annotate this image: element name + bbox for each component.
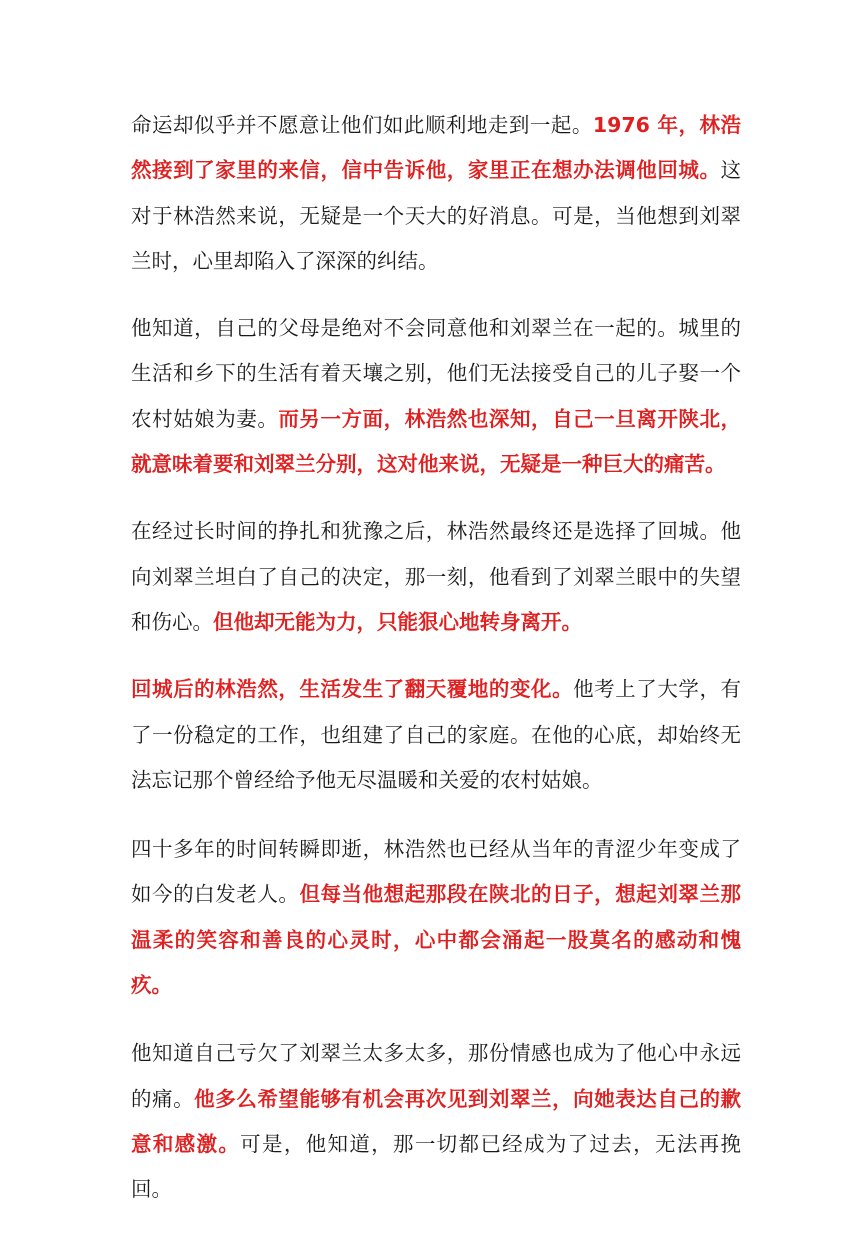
paragraph-6-highlight: 他多么希望能够有机会再次见到刘翠兰，向她表达自己的歉意和感激。 <box>131 1086 742 1156</box>
paragraph-2-highlight: 而另一方面，林浩然也深知，自己一旦离开陕北，就意味着要和刘翠兰分别，这对他来说，无疑是一种巨大的痛苦。 <box>131 406 741 477</box>
paragraph-4-text: 他考上了大学，有了一份稳定的工作，也组建了自己的家庭。在他的心底，却始终无法忘记那个曾经给予他无尽温暖和关爱的农村姑娘。 <box>131 677 741 792</box>
paragraph-5-text: 四十多年的时间转瞬即逝，林浩然也已经从当年的青涩少年变成了如今的白发老人。 <box>131 837 741 907</box>
paragraph-1-text: 命运却似乎并不愿意让他们如此顺利地走到一起。 <box>131 113 593 137</box>
paragraph-2 <box>131 306 741 487</box>
paragraph-1-text-end: 这对于林浩然来说，无疑是一个天大的好消息。可是，当他想到刘翠兰时，心里却陷入了深深的纠结。 <box>131 158 741 273</box>
paragraph-6 <box>131 1031 741 1212</box>
paragraph-3 <box>131 509 741 645</box>
document-page <box>131 103 741 1238</box>
paragraph-6-text: 他知道自己亏欠了刘翠兰太多太多，那份情感也成为了他心中永远的痛。 <box>131 1041 741 1111</box>
paragraph-4-highlight: 回城后的林浩然，生活发生了翻天覆地的变化。 <box>131 677 574 702</box>
paragraph-4 <box>131 667 741 803</box>
paragraph-6-text-end: 可是，他知道，那一切都已经成为了过去，无法再挽回。 <box>131 1131 742 1202</box>
paragraph-1-highlight: 1976 年，林浩然接到了家里的来信，信中告诉他，家里正在想办法调他回城。 <box>131 113 741 183</box>
paragraph-1 <box>131 103 741 284</box>
paragraph-5 <box>131 827 741 1008</box>
paragraph-3-highlight: 但他却无能为力，只能狠心地转身离开。 <box>213 609 582 634</box>
paragraph-3-text: 在经过长时间的挣扎和犹豫之后，林浩然最终还是选择了回城。他向刘翠兰坦白了自己的决定，那一刻，他看到了刘翠兰眼中的失望和伤心。 <box>131 519 741 634</box>
paragraph-5-highlight: 但每当他想起那段在陕北的日子，想起刘翠兰那温柔的笑容和善良的心灵时，心中都会涌起一股莫名的感动和愧疚。 <box>131 882 742 998</box>
paragraph-2-text: 他知道，自己的父母是绝对不会同意他和刘翠兰在一起的。城里的生活和乡下的生活有着天壤之别，他们无法接受自己的儿子娶一个农村姑娘为妻。 <box>131 316 741 431</box>
